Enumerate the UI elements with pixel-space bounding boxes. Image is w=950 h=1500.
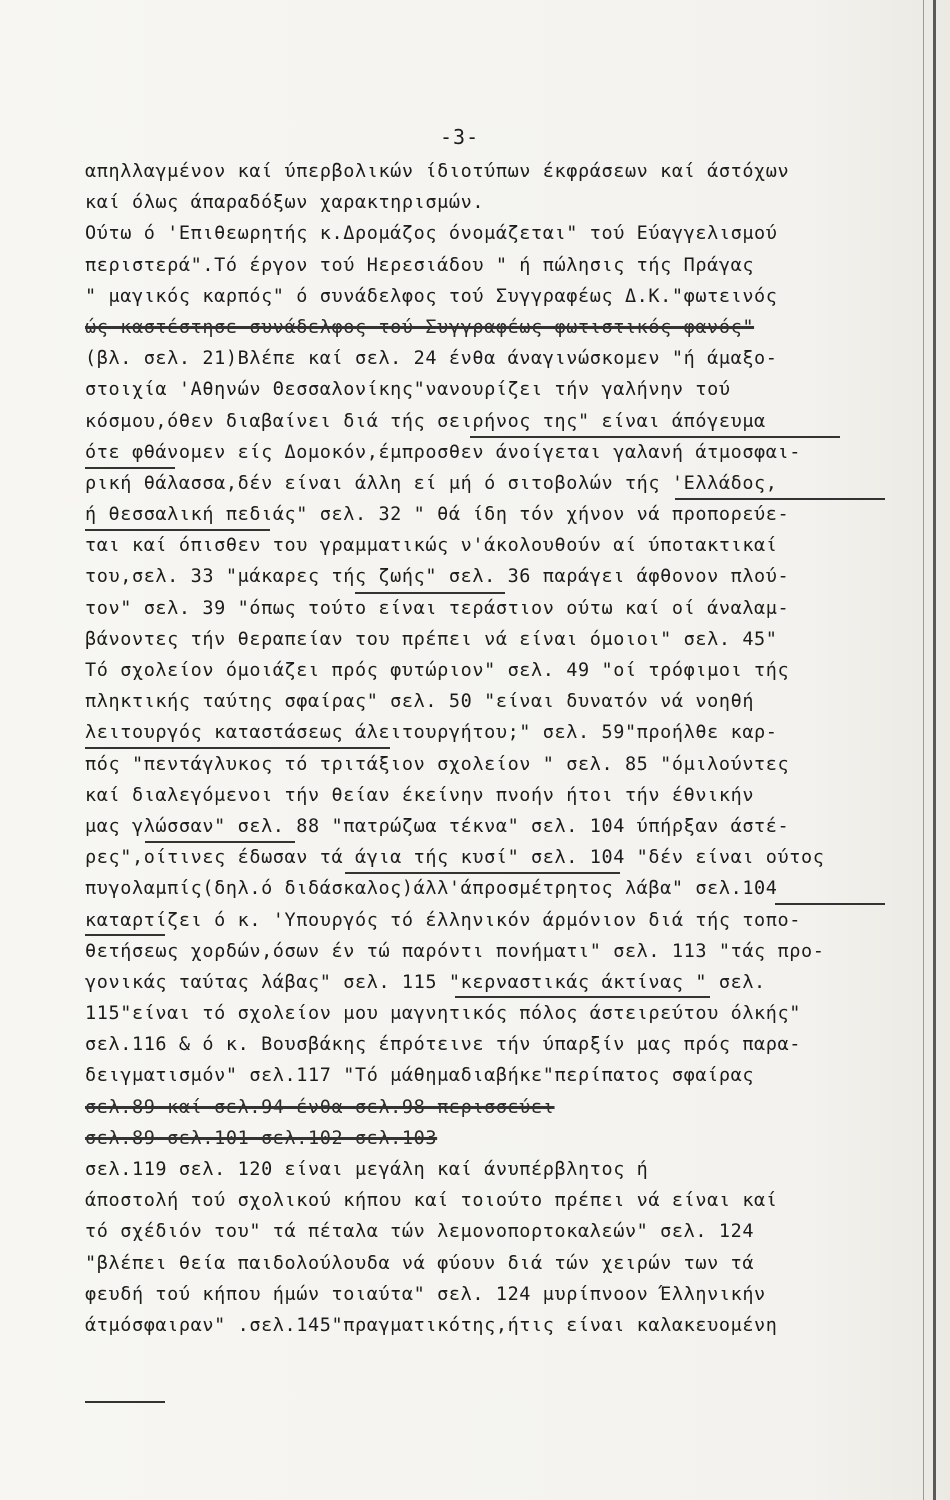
text-line: μας γλώσσαν" σελ. 88 "πατρώζωα τέκνα" σελ. 104 ύπήρξαν άστέ- — [85, 815, 790, 837]
text-line: " μαγικός καρπός" ό συνάδελφος τού Συγγραφέως Δ.Κ."φωτεινός — [85, 285, 778, 307]
text-line: καί όλως άπαραδόξων χαρακτηρισμών. — [85, 192, 485, 214]
text-line: πληκτικής ταύτης σφαίρας" σελ. 50 "είναι δυνατόν νά νοηθή — [85, 691, 755, 713]
underline-mark — [85, 529, 270, 531]
underline-mark — [355, 592, 505, 594]
text-line: φευδή τού κήπου ήμών τοιαύτα" σελ. 124 μυρίπνοον Έλληνικήν — [85, 1283, 766, 1305]
binding-edge — [933, 0, 936, 1500]
text-line: απηλλαγμένον καί ύπερβολικών ίδιοτύπων έκφράσεων καί άστόχων — [85, 161, 790, 182]
underline-mark — [85, 747, 390, 749]
text-line: κόσμου,όθεν διαβαίνει διά τής σειρήνος της" είναι άπόγευμα — [85, 410, 766, 432]
page-number: -3- — [440, 125, 480, 149]
text-line: σελ.116 & ό κ. Βουσβάκης έπρότεινε τήν ύπαρξίν μας πρός παρα- — [85, 1034, 802, 1056]
text-line: περιστερά".Τό έργον τού Ηερεσιάδου " ή πώλησις τής Πράγας — [85, 254, 755, 276]
underline-mark — [85, 934, 165, 936]
text-line: "βλέπει θεία παιδολούλουδα νά φύουν διά τών χειρών των τά — [85, 1252, 755, 1274]
struck-text-line: σελ.89 σελ.101 σελ.102 σελ.103 — [85, 1127, 438, 1149]
text-line: δειγματισμόν" σελ.117 "Τό μάθημαδιαβήκε"περίπατος σφαίρας — [85, 1065, 755, 1087]
text-line: πυγολαμπίς(δηλ.ό διδάσκαλος)άλλ'άπροσμέτρητος λάβα" σελ.104 — [85, 878, 778, 900]
text-line: ται καί όπισθεν του γραμματικώς ν'άκολουθούν αί ύποτακτικαί — [85, 535, 778, 557]
text-line: βάνοντες τήν θεραπείαν του πρέπει νά είναι όμοιοι" σελ. 45" — [85, 628, 778, 650]
text-line: (βλ. σελ. 21)Βλέπε καί σελ. 24 ένθα άναγινώσκομεν "ή άμαξο- — [85, 348, 778, 370]
underline-mark — [85, 467, 175, 469]
underline-mark — [470, 436, 840, 438]
text-line: τό σχέδιόν του" τά πέταλα τών λεμονοπορτοκαλεών" σελ. 124 — [85, 1221, 755, 1243]
text-line: ρική θάλασσα,δέν είναι άλλη εί μή ό σιτοβολών τής 'Ελλάδος, — [85, 472, 778, 494]
text-line: πός "πεντάγλυκος τό τριτάξιον σχολείον " σελ. 85 "όμιλούντες — [85, 753, 790, 775]
text-line: τον" σελ. 39 "όπως τούτο είναι τεράστιον ούτω καί οί άναλαμ- — [85, 597, 790, 619]
text-line: ότε φθάνομεν είς Δομοκόν,έμπροσθεν άνοίγεται γαλανή άτμοσφαι- — [85, 441, 802, 463]
text-line: Ούτω ό 'Επιθεωρητής κ.Δρομάζος όνομάζεται" τού Εύαγγελισμού — [85, 223, 778, 245]
text-line: Τό σχολείον όμοιάζει πρός φυτώριον" σελ. 49 "οί τρόφιμοι τής — [85, 660, 790, 681]
struck-text-line: σελ.89 καί σελ.94 ένθα σελ.98 περισσεύει — [85, 1096, 555, 1118]
underline-mark — [675, 498, 885, 500]
text-line: άποστολή τού σχολικού κήπου καί τοιούτο πρέπει νά είναι καί — [85, 1190, 778, 1212]
text-line: 115"είναι τό σχολείον μου μαγνητικός πόλος άστειρεύτου όλκής" — [85, 1003, 802, 1025]
text-line: θετήσεως χορδών,όσων έν τώ παρόντι πονήματι" σελ. 113 "τάς προ- — [85, 940, 825, 962]
text-line: του,σελ. 33 "μάκαρες τής ζωής" σελ. 36 παράγει άφθονον πλού- — [85, 566, 790, 588]
text-line: γονικάς ταύτας λάβας" σελ. 115 "κερναστικάς άκτίνας " σελ. — [85, 971, 766, 993]
text-line: σελ.119 σελ. 120 είναι μεγάλη καί άνυπέρβλητος ή — [85, 1159, 649, 1180]
underline-mark — [775, 903, 885, 905]
text-line: άτμόσφαιραν" .σελ.145"πραγματικότης,ήτις είναι καλακευομένη — [85, 1314, 778, 1336]
struck-text-line: ώς καστέστησε συνάδελφος τού Συγγραφέως φωτιστικός φανός" — [85, 316, 755, 338]
text-line: καί διαλεγόμενοι τήν θείαν έκείνην πνοήν ήτοι τήν έθνικήν — [85, 784, 755, 806]
text-line: ρες",οίτινες έδωσαν τά άγια τής κυσί" σελ. 104 "δέν είναι ούτος — [85, 847, 825, 869]
text-line: λειτουργός καταστάσεως άλειτουργήτου;" σελ. 59"προήλθε καρ- — [85, 722, 778, 744]
underline-mark — [455, 996, 710, 998]
binding-edge-line — [923, 0, 924, 1500]
underline-mark — [85, 1401, 165, 1403]
text-line: στοιχία 'Αθηνών Θεσσαλονίκης"νανουρίζει τήν γαλήνην τού — [85, 379, 731, 401]
underline-mark — [345, 872, 620, 874]
underline-mark — [145, 841, 295, 843]
text-line: καταρτίζει ό κ. 'Υπουργός τό έλληνικόν άρμόνιον διά τής τοπο- — [85, 909, 802, 931]
text-line: ή θεσσαλική πεδιάς" σελ. 32 " θά ίδη τόν χήνον νά προπορεύε- — [85, 504, 790, 526]
